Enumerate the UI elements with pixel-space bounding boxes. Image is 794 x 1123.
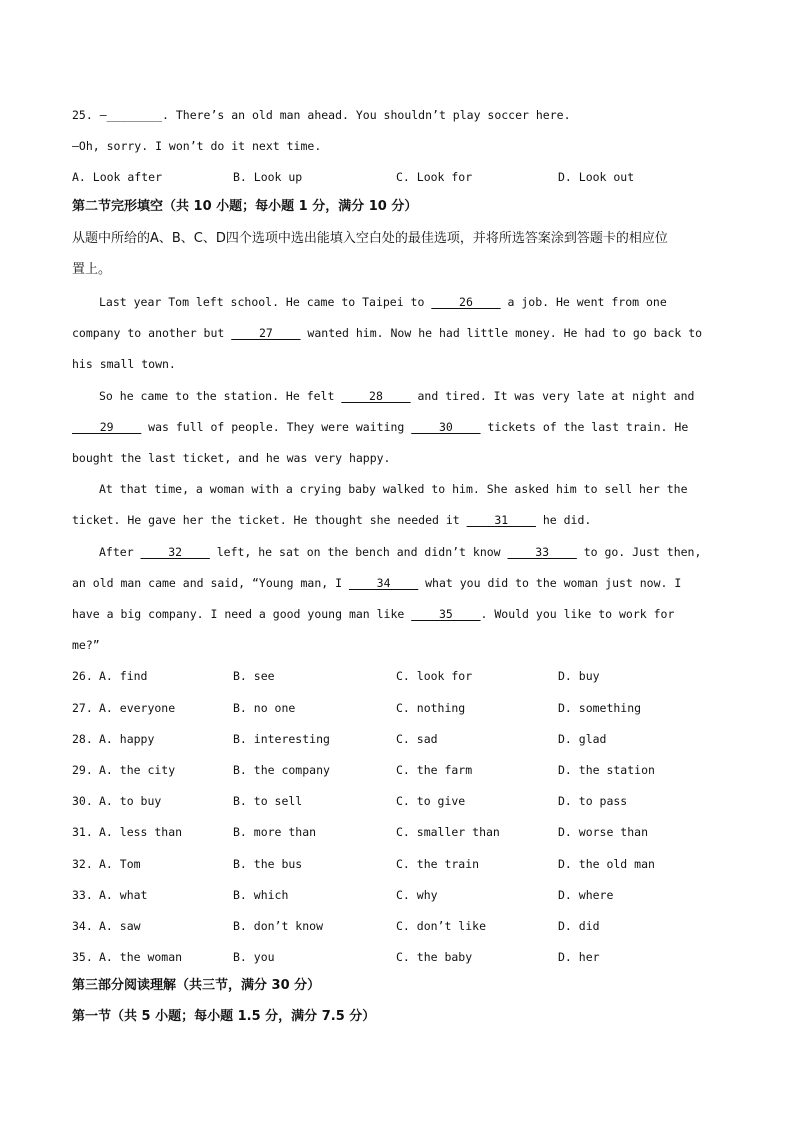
option-a: A. to buy [99,794,162,808]
option-a: A. the city [99,763,176,777]
option-a: A. less than [99,825,183,839]
blank-29: ____29____ [72,420,142,434]
option-a: A. what [99,888,148,902]
option-c: C. why [396,888,438,902]
passage-line [99,388,694,404]
passage-text: a job. He went from one [500,295,667,309]
q25-stem: 25. —________. There’s an old man ahead. You shouldn’t play soccer here. [72,108,571,122]
blank-34: ____34____ [348,576,419,590]
q25-reply: —Oh, sorry. I won’t do it next time. [72,139,322,153]
passage-text: to go. Just then, [576,545,702,559]
question-row [0,887,794,903]
option-a: A. the woman [99,950,183,964]
question-row [0,824,794,840]
passage-text: have a big company. I need a good young man like [72,607,412,621]
blank-32: ____32____ [140,545,210,559]
option-b: B. which [233,888,289,902]
question-number: 30. [72,794,93,808]
option-d: D. to pass [558,794,628,808]
passage-line [99,544,701,560]
option-b: B. see [233,669,275,683]
question-number: 29. [72,763,93,777]
question-row [0,856,794,872]
section2-instructions-line2: 置上。 [72,262,112,277]
passage-text: left, he sat on the bench and didn’t know [209,545,508,559]
q25-options [0,169,794,185]
passage-line [72,419,688,435]
q25-option-a: A. Look after [72,170,163,184]
option-b: B. the company [233,763,330,777]
blank-31: ____31____ [466,513,536,527]
option-d: D. where [558,888,614,902]
option-c: C. smaller than [396,825,500,839]
option-c: C. to give [396,794,466,808]
part3-subheading: 第一节（共 5 小题；每小题 1.5 分，满分 7.5 分） [72,1009,376,1024]
option-d: D. the old man [558,857,655,871]
blank-33: ____33____ [507,545,577,559]
passage-text: an old man came and said, “Young man, I [72,576,349,590]
passage-text: what you did to the woman just now. I [418,576,682,590]
question-number: 33. [72,888,93,902]
option-c: C. the train [396,857,480,871]
question-row [0,793,794,809]
question-number: 31. [72,825,93,839]
part3-heading: 第三部分阅读理解（共三节，满分 30 分） [72,978,321,993]
option-d: D. the station [558,763,655,777]
blank-27: ____27____ [231,326,301,340]
passage-text: he did. [535,513,592,527]
option-a: A. everyone [99,701,176,715]
option-c: C. nothing [396,701,466,715]
blank-35: ____35____ [411,607,481,621]
passage-text: So he came to the station. He felt [99,389,342,403]
q25-option-d: D. Look out [558,170,635,184]
passage-text: Last year Tom left school. He came to Taipei to [99,295,432,309]
option-c: C. the farm [396,763,473,777]
passage-text: was full of people. They were waiting [141,420,412,434]
section2-instructions-line1: 从题中所给的A、B、C、D四个选项中选出能填入空白处的最佳选项，并将所选答案涂到答题卡的相应位 [72,231,668,246]
passage-line: At that time, a woman with a crying baby walked to him. She asked him to sell her the [99,482,688,496]
question-number: 34. [72,919,93,933]
option-a: A. saw [99,919,141,933]
option-b: B. to sell [233,794,303,808]
question-row [0,731,794,747]
passage-text: company to another but [72,326,232,340]
q25-option-c: C. Look for [396,170,473,184]
option-d: D. worse than [558,825,649,839]
option-b: B. you [233,950,275,964]
passage-line [72,575,681,591]
option-c: C. the baby [396,950,473,964]
section2-heading: 第二节完形填空（共 10 小题；每小题 1 分，满分 10 分） [72,199,418,214]
question-number: 27. [72,701,93,715]
question-number: 35. [72,950,93,964]
question-row [0,668,794,684]
option-c: C. don’t like [396,919,487,933]
question-number: 32. [72,857,93,871]
question-number: 26. [72,669,93,683]
option-b: B. interesting [233,732,330,746]
option-d: D. glad [558,732,607,746]
option-a: A. find [99,669,148,683]
passage-line [72,325,702,341]
blank-28: ____28____ [341,389,411,403]
option-d: D. did [558,919,600,933]
passage-line: me?” [72,638,100,652]
option-d: D. buy [558,669,600,683]
option-b: B. no one [233,701,296,715]
option-d: D. her [558,950,600,964]
option-d: D. something [558,701,642,715]
passage-text: tickets of the last train. He [480,420,689,434]
option-b: B. the bus [233,857,303,871]
passage-line [99,294,667,310]
question-row [0,949,794,965]
question-number: 28. [72,732,93,746]
option-b: B. more than [233,825,317,839]
option-a: A. happy [99,732,155,746]
passage-line [72,606,674,622]
question-row [0,700,794,716]
passage-text: . Would you like to work for [480,607,675,621]
q25-option-b: B. Look up [233,170,303,184]
passage-line: bought the last ticket, and he was very happy. [72,451,391,465]
question-row [0,762,794,778]
passage-text: ticket. He gave her the ticket. He thought she needed it [72,513,467,527]
question-row [0,918,794,934]
passage-text: wanted him. Now he had little money. He had to go back to [300,326,703,340]
option-c: C. sad [396,732,438,746]
option-b: B. don’t know [233,919,324,933]
option-c: C. look for [396,669,473,683]
passage-text: and tired. It was very late at night and [410,389,695,403]
passage-line [72,512,591,528]
option-a: A. Tom [99,857,141,871]
blank-26: ____26____ [431,295,501,309]
blank-30: ____30____ [411,420,481,434]
passage-text: After [99,545,141,559]
passage-line: his small town. [72,357,176,371]
